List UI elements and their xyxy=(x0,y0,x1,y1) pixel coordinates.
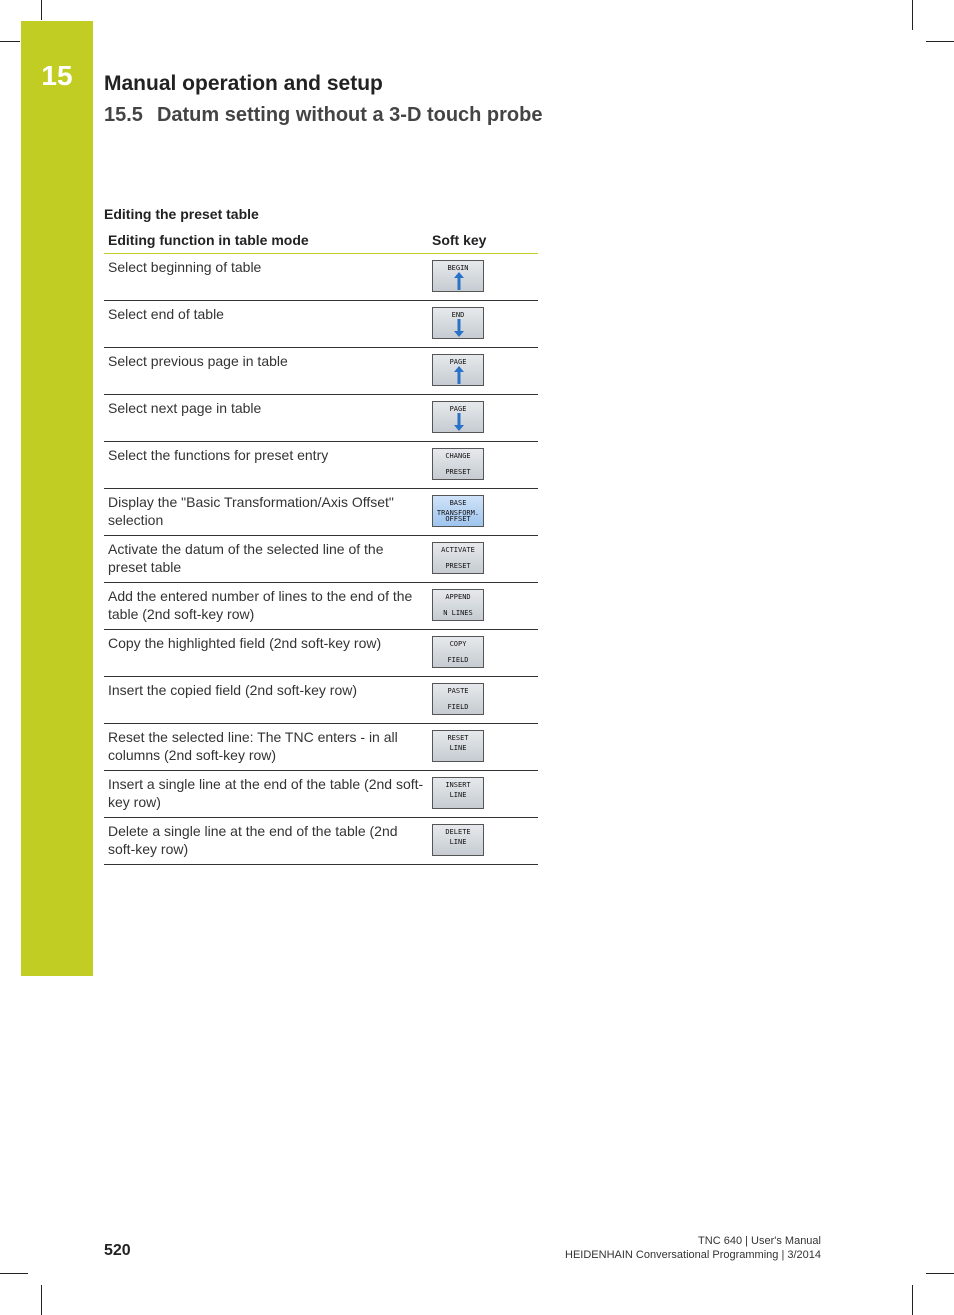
row-softkey-cell xyxy=(429,630,538,676)
row-softkey-cell xyxy=(429,771,538,817)
softkey-label-middle: LINE xyxy=(449,791,467,799)
crop-mark xyxy=(41,1285,42,1315)
row-softkey-cell xyxy=(429,583,538,629)
row-softkey-cell xyxy=(429,818,538,864)
chapter-title: Manual operation and setup xyxy=(104,72,383,95)
table-row xyxy=(104,818,538,865)
row-description: Select beginning of table xyxy=(108,259,262,275)
row-description: Insert a single line at the end of the table (2nd soft-key row) xyxy=(108,776,424,810)
arrow-up-icon xyxy=(454,366,464,384)
softkey-button[interactable] xyxy=(432,589,484,621)
section-number: 15.5 xyxy=(104,104,143,126)
arrow-down-icon xyxy=(454,319,464,337)
softkey-label-top: BASE xyxy=(449,499,467,507)
softkey-button[interactable] xyxy=(432,683,484,715)
subheading: Editing the preset table xyxy=(104,206,259,222)
softkey-button[interactable] xyxy=(432,448,484,480)
footer-line-1: TNC 640 | User's Manual xyxy=(698,1235,821,1247)
crop-mark xyxy=(926,41,954,42)
softkey-label-top: BEGIN xyxy=(447,264,469,272)
softkey-label-top: ACTIVATE xyxy=(441,546,475,554)
arrow-down-icon xyxy=(454,413,464,431)
softkey-button[interactable] xyxy=(432,824,484,856)
softkey-button[interactable] xyxy=(432,307,484,339)
arrow-up-icon xyxy=(454,272,464,290)
softkey-label-top: PAGE xyxy=(449,405,467,413)
softkey-button[interactable] xyxy=(432,636,484,668)
row-description: Add the entered number of lines to the end of the table (2nd soft-key row) xyxy=(108,588,413,622)
softkey-button[interactable] xyxy=(432,495,484,527)
row-description: Delete a single line at the end of the table (2nd soft-key row) xyxy=(108,823,398,857)
row-softkey-cell xyxy=(429,442,538,488)
softkey-label-bottom: N LINES xyxy=(443,609,473,617)
table-row xyxy=(104,489,538,536)
softkey-label-top: CHANGE xyxy=(445,452,471,460)
chapter-number: 15 xyxy=(41,60,73,91)
header-softkey: Soft key xyxy=(432,232,487,248)
row-softkey-cell xyxy=(429,489,538,535)
softkey-label-bottom: FIELD xyxy=(447,656,469,664)
table-row xyxy=(104,724,538,771)
softkey-button[interactable] xyxy=(432,401,484,433)
table-row xyxy=(104,301,538,348)
row-description: Activate the datum of the selected line of the preset table xyxy=(108,541,384,575)
softkey-label-top: RESET xyxy=(447,734,469,742)
table-row xyxy=(104,583,538,630)
row-description: Select previous page in table xyxy=(108,353,288,369)
footer xyxy=(565,1234,821,1262)
row-description: Display the "Basic Transformation/Axis Offset" selection xyxy=(108,494,394,528)
table-row xyxy=(104,395,538,442)
softkey-label-middle: LINE xyxy=(449,744,467,752)
section-title xyxy=(104,104,542,127)
crop-mark xyxy=(0,1273,28,1274)
softkey-label-bottom: FIELD xyxy=(447,703,469,711)
table-row xyxy=(104,348,538,395)
row-description: Select the functions for preset entry xyxy=(108,447,329,463)
row-description: Select end of table xyxy=(108,306,224,322)
row-description: Reset the selected line: The TNC enters - in all columns (2nd soft-key row) xyxy=(108,729,398,763)
row-softkey-cell xyxy=(429,254,538,300)
softkey-label-bottom: PRESET xyxy=(445,468,471,476)
softkey-label-middle: TRANSFORM. xyxy=(436,509,480,517)
softkey-button[interactable] xyxy=(432,354,484,386)
softkey-label-bottom: OFFSET xyxy=(445,515,471,523)
table-header xyxy=(104,229,538,254)
row-softkey-cell xyxy=(429,677,538,723)
section-title-text: Datum setting without a 3-D touch probe xyxy=(156,104,543,126)
softkey-button[interactable] xyxy=(432,260,484,292)
page-number: 520 xyxy=(104,1242,131,1259)
softkey-label-top: APPEND xyxy=(445,593,471,601)
softkey-label-bottom: PRESET xyxy=(445,562,471,570)
footer-line-2: HEIDENHAIN Conversational Programming | 3/2014 xyxy=(565,1249,821,1261)
row-softkey-cell xyxy=(429,348,538,394)
row-description: Copy the highlighted field (2nd soft-key row) xyxy=(108,635,382,651)
row-description: Insert the copied field (2nd soft-key row) xyxy=(108,682,358,698)
softkey-button[interactable] xyxy=(432,730,484,762)
crop-mark xyxy=(912,0,913,30)
softkey-label-top: INSERT xyxy=(445,781,471,789)
row-softkey-cell xyxy=(429,724,538,770)
row-softkey-cell xyxy=(429,395,538,441)
softkey-label-top: COPY xyxy=(449,640,467,648)
row-softkey-cell xyxy=(429,301,538,347)
row-softkey-cell xyxy=(429,536,538,582)
crop-mark xyxy=(926,1273,954,1274)
row-description: Select next page in table xyxy=(108,400,262,416)
softkey-label-top: PASTE xyxy=(447,687,469,695)
softkey-button[interactable] xyxy=(432,777,484,809)
preset-table xyxy=(104,229,538,865)
table-body xyxy=(104,254,538,865)
chapter-sidebar xyxy=(21,21,93,976)
softkey-button[interactable] xyxy=(432,542,484,574)
softkey-label-top: PAGE xyxy=(449,358,467,366)
crop-mark xyxy=(912,1285,913,1315)
softkey-label-middle: LINE xyxy=(449,838,467,846)
table-row xyxy=(104,630,538,677)
softkey-label-top: DELETE xyxy=(445,828,471,836)
softkey-label-top: END xyxy=(451,311,465,319)
crop-mark xyxy=(0,41,20,42)
table-row xyxy=(104,254,538,301)
table-row xyxy=(104,536,538,583)
table-row xyxy=(104,442,538,489)
header-function: Editing function in table mode xyxy=(108,232,309,248)
crop-mark xyxy=(41,0,42,20)
table-row xyxy=(104,771,538,818)
table-row xyxy=(104,677,538,724)
